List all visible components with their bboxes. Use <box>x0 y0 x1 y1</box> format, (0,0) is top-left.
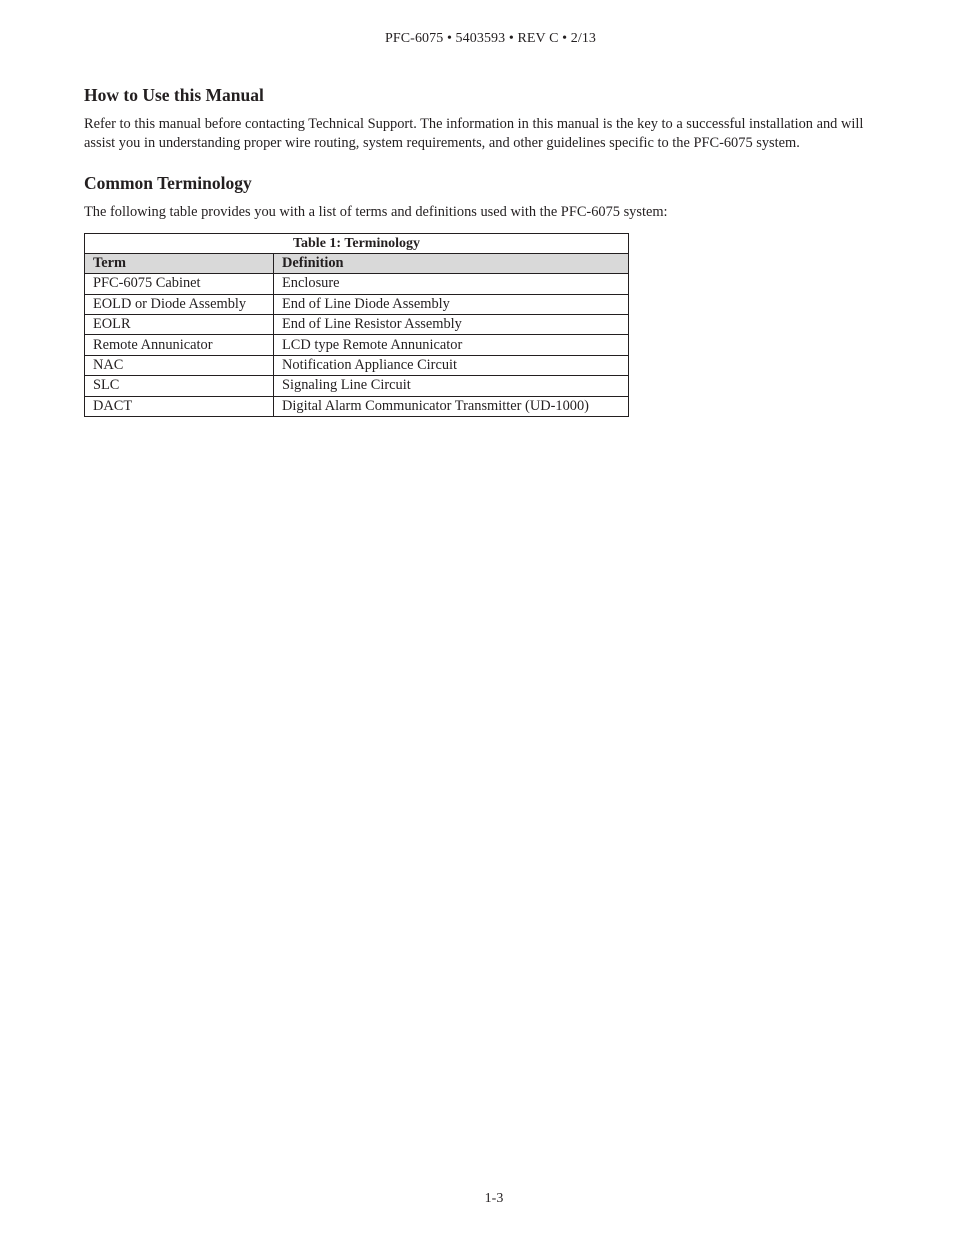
table-row <box>85 355 629 375</box>
table-caption: Table 1: Terminology <box>85 233 629 253</box>
term-cell: Remote Annunicator <box>85 335 274 355</box>
section-title-common-terminology: Common Terminology <box>84 173 252 193</box>
page-number: 1-3 <box>484 1191 504 1206</box>
column-header-definition: Definition <box>274 253 629 273</box>
term-cell: EOLR <box>85 315 274 335</box>
table-row <box>85 294 629 314</box>
definition-cell: LCD type Remote Annunicator <box>274 335 629 355</box>
section-body-how-to-use: Refer to this manual before contacting Technical Support. The information in this manual is the key to a successful installation and will assist you in understanding proper wire routing, system requirements, and other guidelines specific to the PFC-6075 system. <box>84 116 864 151</box>
definition-cell: End of Line Resistor Assembly <box>274 315 629 335</box>
terminology-table <box>84 233 629 418</box>
table-row <box>85 335 629 355</box>
section-title-how-to-use: How to Use this Manual <box>84 85 264 105</box>
term-cell: NAC <box>85 355 274 375</box>
term-cell: DACT <box>85 396 274 416</box>
definition-cell: Digital Alarm Communicator Transmitter (UD-1000) <box>274 396 629 416</box>
table-row <box>85 396 629 416</box>
definition-cell: Enclosure <box>274 274 629 294</box>
table-row <box>85 376 629 396</box>
page-header: PFC-6075 • 5403593 • REV C • 2/13 <box>384 31 597 46</box>
table-row <box>85 274 629 294</box>
section-intro-common-terminology: The following table provides you with a list of terms and definitions used with the PFC-6075 system: <box>84 204 668 220</box>
term-cell: PFC-6075 Cabinet <box>85 274 274 294</box>
table-header-row <box>85 253 629 273</box>
table-row <box>85 315 629 335</box>
column-header-term: Term <box>85 253 274 273</box>
term-cell: EOLD or Diode Assembly <box>85 294 274 314</box>
definition-cell: Signaling Line Circuit <box>274 376 629 396</box>
term-cell: SLC <box>85 376 274 396</box>
page-content <box>84 84 884 417</box>
definition-cell: End of Line Diode Assembly <box>274 294 629 314</box>
definition-cell: Notification Appliance Circuit <box>274 355 629 375</box>
